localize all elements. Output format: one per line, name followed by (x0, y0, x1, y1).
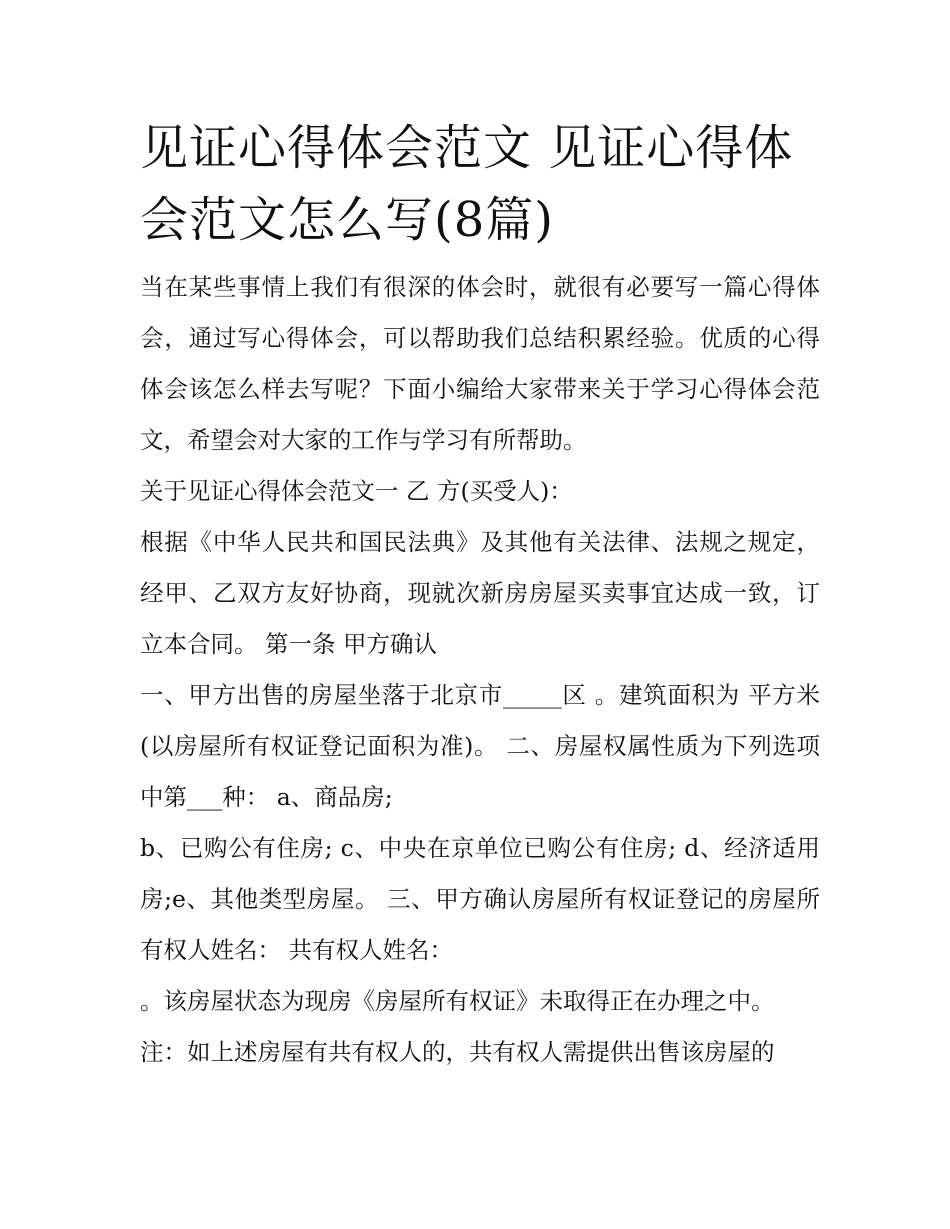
paragraph-property-location: 一、甲方出售的房屋坐落于北京市_____区 。建筑面积为 平方米(以房屋所有权证登记面积为准)。 二、房屋权属性质为下列选项中第___种： a、商品房; (140, 681, 820, 811)
paragraph-property-status: 。该房屋状态为现房《房屋所有权证》未取得正在办理之中。 (140, 987, 775, 1015)
paragraph-contract-basis: 根据《中华人民共和国民法典》及其他有关法律、法规之规定，经甲、乙双方友好协商，现就次新房房屋买卖事宜达成一致，订立本合同。 第一条 甲方确认 (140, 528, 820, 658)
document-body (140, 112, 820, 1078)
paragraph-section-heading: 关于见证心得体会范文一 乙 方(买受人)： (140, 477, 573, 505)
paragraph-property-types: b、已购公有住房; c、中央在京单位已购公有住房; d、经济适用房;e、其他类型房屋。 三、甲方确认房屋所有权证登记的房屋所有权人姓名： 共有权人姓名： (140, 834, 820, 964)
document-title: 见证心得体会范文 见证心得体会范文怎么写(8篇) (140, 120, 794, 248)
paragraph-intro: 当在某些事情上我们有很深的体会时，就很有必要写一篇心得体会，通过写心得体会，可以帮助我们总结积累经验。优质的心得体会该怎么样去写呢？下面小编给大家带来关于学习心得体会范文，希望会对大家的工作与学习有所帮助。 (140, 273, 820, 454)
paragraph-note: 注：如上述房屋有共有权人的，共有权人需提供出售该房屋的 (140, 1038, 775, 1066)
